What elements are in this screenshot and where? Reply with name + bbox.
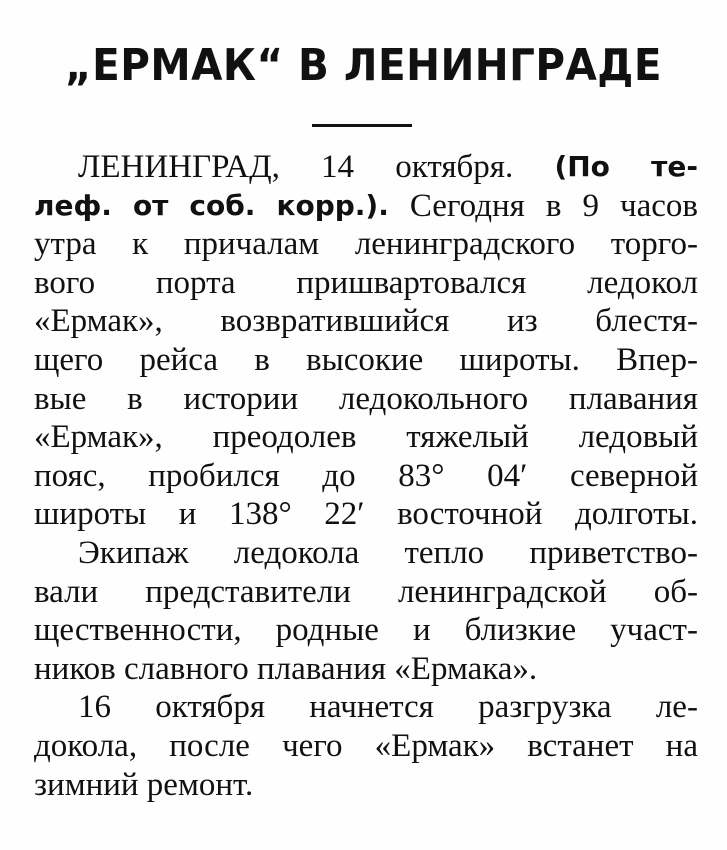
text-word: в [254,341,270,378]
paragraph-3-line-2 [34,727,698,766]
text-word: и [178,496,197,533]
article-headline: „ЕРМАК“ В ЛЕНИНГРАДЕ [65,40,662,91]
byline-part-2: те- [651,150,698,183]
paragraph-2-line-2 [34,573,698,612]
paragraph-3-line-3 [34,766,698,805]
text-word: 138° [229,496,292,533]
text-word: «Ермак», [34,419,163,456]
text-word: пришвартовался [296,264,527,301]
text-word: щего [34,341,104,378]
text-word: и [412,612,431,649]
text-word: порта [155,264,236,301]
dateline-city: ЛЕНИНГРАД, [78,149,280,185]
text-word: 04′ [487,457,528,494]
text-word: возвратившийся [220,303,450,340]
text-word: ледокола [233,534,360,571]
text-word: после [169,727,250,764]
text-word: вали [34,573,99,610]
paragraph-1-line-1 [34,148,698,187]
text-line: ников славного плавания «Ермака». [34,650,538,687]
text-word: вые [34,380,87,417]
text-word: докола, [34,727,138,764]
text-word: 22′ [324,496,365,533]
byline-part-6: корр.). [276,188,389,222]
paragraph-1-line-2 [34,187,698,226]
text-word: ледокол [587,264,698,301]
dateline-day: 14 [321,149,355,185]
text-word: представители [145,573,351,610]
text-word: в [545,187,562,224]
text-word: ледокольного [338,380,529,417]
text-line: зимний ремонт. [34,766,254,803]
text-word: чего [282,727,343,764]
paragraph-1-line-8 [34,418,698,457]
byline-part-4: от [132,188,169,222]
paragraph-1-line-7 [34,380,698,419]
text-word: щественности, [34,612,242,649]
text-word: пробился [148,457,280,494]
text-word: ледовый [578,419,698,456]
text-word: ленинградской [397,573,607,610]
paragraph-1-line-9 [34,457,698,496]
text-word: блестя- [595,303,698,340]
byline-part-1: (По [554,150,610,183]
paragraph-2-line-1 [34,534,698,573]
text-word: к [132,226,149,263]
text-word: плавания [568,380,698,417]
text-word: участ- [610,612,698,649]
paragraph-3-line-1 [34,688,698,727]
text-word: восточной [397,496,543,533]
paragraph-1-line-3 [34,225,698,264]
paragraph-2-line-4 [34,650,698,689]
text-word: до [322,457,356,494]
dateline-month: октября. [395,149,514,185]
text-word: тепло [404,534,485,571]
text-word: Сегодня [409,187,525,224]
text-word: из [506,303,538,340]
text-word: 83° [398,457,445,494]
text-word: широты [34,496,147,533]
text-word: «Ермак» [374,727,496,764]
headline-divider [312,124,412,127]
text-word: пояс, [34,457,106,494]
text-word: рейса [139,341,218,378]
text-word: Экипаж [78,534,189,571]
text-word: Впер- [616,341,698,378]
text-word: истории [183,380,299,417]
text-word: утра [34,226,97,263]
text-word: причалам [183,226,320,263]
paragraph-1-line-5 [34,302,698,341]
article-body [34,148,698,804]
text-word: в [127,380,143,417]
text-word: близкие [464,612,577,649]
text-word: высокие [306,341,424,378]
text-word: об- [653,573,698,610]
paragraph-1-line-4 [34,264,698,303]
text-word: долготы. [575,496,698,533]
text-word: на [665,727,698,764]
byline-part-5: соб. [189,188,256,222]
text-word: «Ермак», [34,303,163,340]
paragraph-2-line-3 [34,611,698,650]
text-word: ленинградского [354,226,576,263]
text-word: торго- [610,226,698,263]
text-word: встанет [527,727,634,764]
text-word: преодолев [212,419,357,456]
text-word: ле- [655,689,698,726]
paragraph-1-line-10 [34,495,698,534]
text-word: широты. [459,341,580,378]
text-word: тяжелый [406,419,529,456]
text-word: северной [569,457,698,494]
text-word: родные [275,612,379,649]
text-word: вого [34,264,96,301]
text-word: часов [619,187,698,224]
paragraph-1-line-6 [34,341,698,380]
text-word: приветство- [529,534,698,571]
byline-part-3: леф. [34,188,112,222]
text-word: 16 [78,689,111,726]
text-word: начнется [309,689,434,726]
text-word: октября [155,689,265,726]
text-word: 9 [582,187,599,224]
text-word: разгрузка [478,689,612,726]
